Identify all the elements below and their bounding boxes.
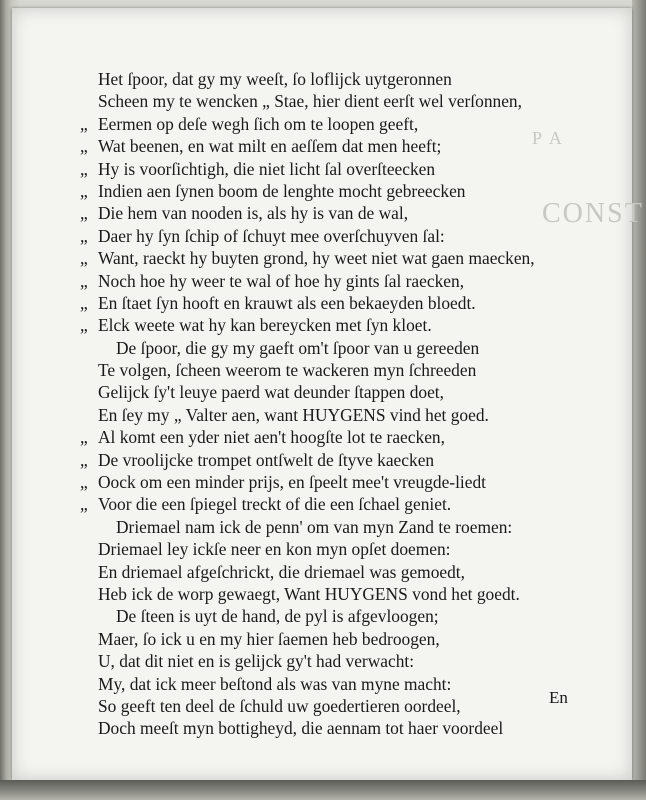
line-text: Al komt een yder niet aen't hoogſte lot te raecken, bbox=[98, 427, 445, 448]
line-text: En driemael afgeſchrickt, die driemael was gemoedt, bbox=[98, 561, 465, 582]
line-text: Doch meeſt myn bottigheyd, die aennam tot haer voordeel bbox=[98, 718, 504, 739]
poem-line bbox=[80, 426, 580, 448]
poem-line bbox=[80, 381, 580, 403]
line-text: Driemael nam ick de penn' om van myn Zand te roemen: bbox=[116, 516, 513, 537]
line-text: Scheen my te wencken „ Stae, hier dient eerſt wel verſonnen, bbox=[98, 91, 522, 112]
poem-line bbox=[80, 135, 580, 157]
line-text: Oock om een minder prijs, en ſpeelt mee't vreugde-liedt bbox=[98, 472, 487, 493]
poem-line bbox=[80, 538, 580, 560]
quote-mark: „ bbox=[80, 472, 88, 493]
line-text: Het ſpoor, dat gy my weeſt, ſo loflijck uytgeronnen bbox=[98, 69, 452, 89]
poem-line bbox=[80, 202, 580, 224]
quote-mark: „ bbox=[80, 270, 88, 291]
poem-line bbox=[80, 516, 580, 538]
quote-mark: „ bbox=[80, 248, 88, 269]
line-text: De ſpoor, die gy my gaeft om't ſpoor van u gereeden bbox=[116, 337, 480, 358]
line-text: Hy is voorſichtigh, die niet licht ſal overſteecken bbox=[98, 158, 436, 179]
poem-line bbox=[80, 359, 580, 381]
book-edge-bottom bbox=[0, 780, 646, 800]
quote-mark: „ bbox=[80, 203, 88, 224]
poem-line bbox=[80, 292, 580, 314]
quote-mark: „ bbox=[80, 225, 88, 246]
quote-mark: „ bbox=[80, 136, 88, 157]
poem-line bbox=[80, 628, 580, 650]
poem-line bbox=[80, 449, 580, 471]
quote-mark: „ bbox=[80, 180, 88, 201]
poem-line bbox=[80, 493, 580, 515]
quote-mark: „ bbox=[80, 449, 88, 470]
line-text: Maer, ſo ick u en my hier ſaemen heb bedroogen, bbox=[98, 628, 440, 649]
poem-text bbox=[80, 68, 580, 740]
poem-line bbox=[80, 314, 580, 336]
poem-line bbox=[80, 90, 580, 112]
quote-mark: „ bbox=[80, 292, 88, 313]
poem-line bbox=[80, 247, 580, 269]
line-text: En ſey my „ Valter aen, want HUYGENS vind het goed. bbox=[98, 404, 489, 425]
book-edge-right bbox=[632, 0, 646, 800]
poem-line bbox=[80, 605, 580, 627]
poem-line bbox=[80, 650, 580, 672]
poem-line bbox=[80, 673, 580, 695]
poem-line bbox=[80, 180, 580, 202]
line-text: Daer hy ſyn ſchip of ſchuyt mee overſchuyven ſal: bbox=[98, 225, 445, 246]
poem-line bbox=[80, 583, 580, 605]
poem-line bbox=[80, 695, 580, 717]
line-text: Voor die een ſpiegel treckt of die een ſchael geniet. bbox=[98, 494, 452, 515]
line-text: En ſtaet ſyn hooft en krauwt als een bekaeyden bloedt. bbox=[98, 292, 476, 313]
line-text: De ſteen is uyt de hand, de pyl is afgevloogen; bbox=[116, 606, 439, 627]
catchword: En bbox=[549, 688, 568, 707]
line-text: Gelijck ſy't leuye paerd wat deunder ſtappen doet, bbox=[98, 382, 444, 403]
quote-mark: „ bbox=[80, 427, 88, 448]
poem-line bbox=[80, 717, 580, 739]
quote-mark: „ bbox=[80, 315, 88, 336]
poem-line bbox=[80, 471, 580, 493]
line-text: Wat beenen, en wat milt en aeſſem dat men heeft; bbox=[98, 136, 442, 157]
poem-line bbox=[80, 225, 580, 247]
line-text: Indien aen ſynen boom de lenghte mocht gebreecken bbox=[98, 180, 466, 201]
line-text: Heb ick de worp gewaegt, Want HUYGENS vond het goedt. bbox=[98, 583, 520, 604]
poem-line bbox=[80, 113, 580, 135]
line-text: Die hem van nooden is, als hy is van de wal, bbox=[98, 203, 409, 224]
line-text: Te volgen, ſcheen weerom te wackeren myn ſchreeden bbox=[98, 360, 477, 381]
poem-line bbox=[80, 270, 580, 292]
quote-mark: „ bbox=[80, 113, 88, 134]
quote-mark: „ bbox=[80, 158, 88, 179]
line-text: De vroolijcke trompet ontſwelt de ſtyve kaecken bbox=[98, 449, 435, 470]
line-text: Noch hoe hy weer te wal of hoe hy gints ſal raecken, bbox=[98, 270, 465, 291]
line-text: So geeft ten deel de ſchuld uw goedertieren oordeel, bbox=[98, 695, 461, 716]
poem-line bbox=[80, 561, 580, 583]
line-text: My, dat ick meer beſtond als was van myne macht: bbox=[98, 673, 452, 694]
poem-line bbox=[80, 404, 580, 426]
line-text: Elck weete wat hy kan bereycken met ſyn kloet. bbox=[98, 315, 432, 336]
bleed-through-text: P A bbox=[532, 128, 564, 148]
poem-line bbox=[80, 68, 580, 90]
line-text: Eermen op deſe wegh ſich om te loopen geeft, bbox=[98, 113, 419, 134]
poem-line bbox=[80, 337, 580, 359]
bleed-through-text: CONST bbox=[542, 198, 644, 229]
poem-line bbox=[80, 158, 580, 180]
line-text: Driemael ley ickſe neer en kon myn opſet doemen: bbox=[98, 539, 451, 560]
line-text: Want, raeckt hy buyten grond, hy weet niet wat gaen maecken, bbox=[98, 248, 535, 269]
quote-mark: „ bbox=[80, 494, 88, 515]
line-text: U, dat dit niet en is gelijck gy't had verwacht: bbox=[98, 651, 415, 672]
